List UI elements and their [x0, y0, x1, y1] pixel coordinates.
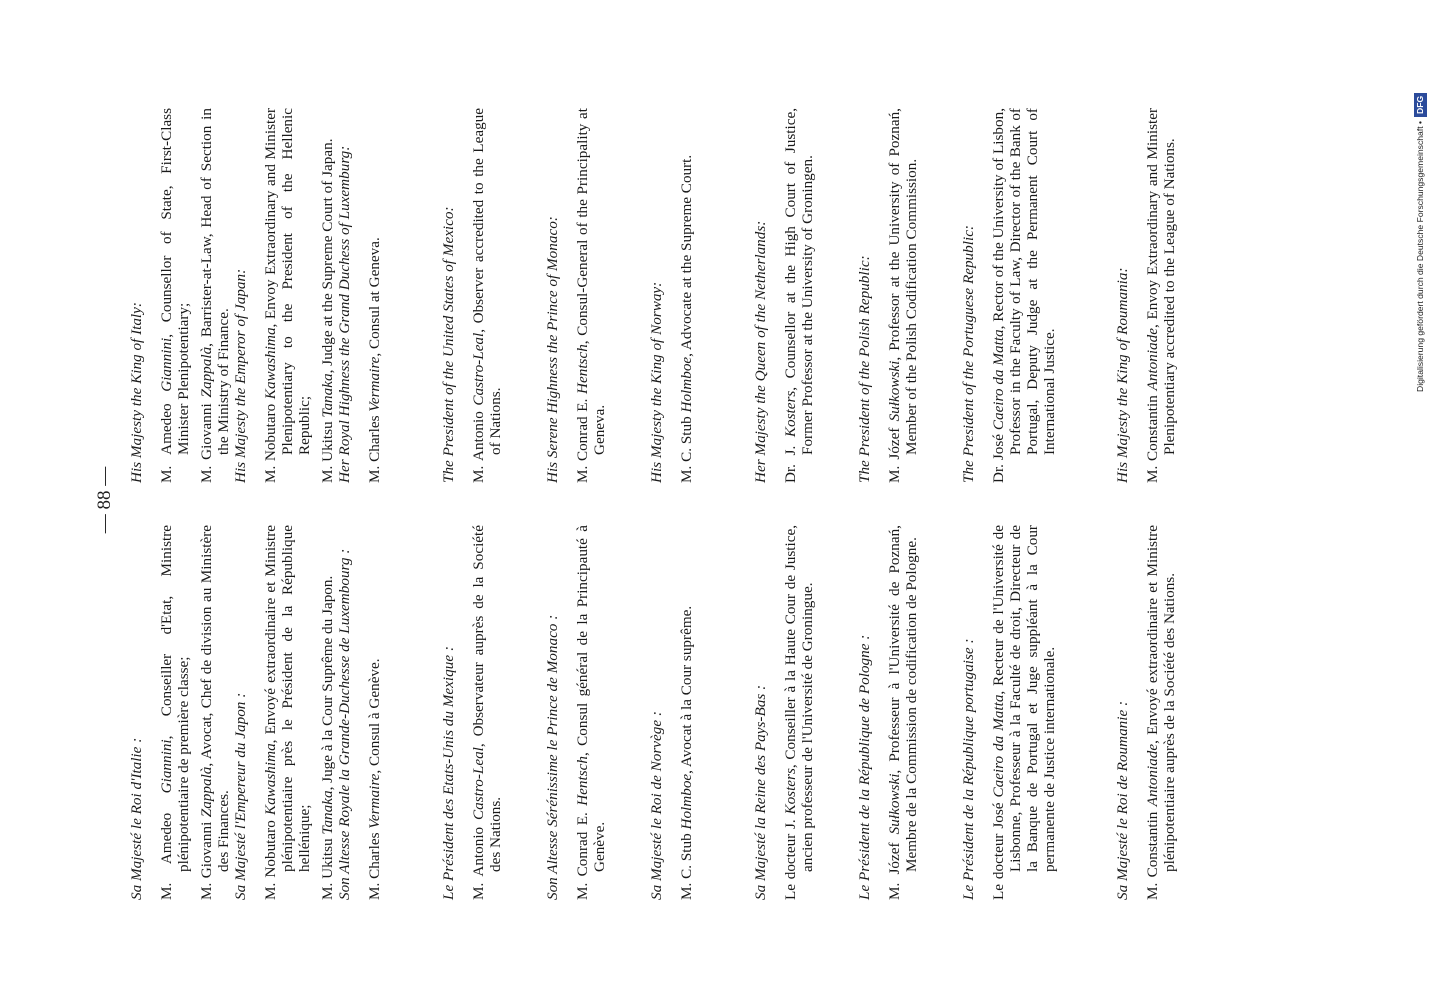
- delegate-name: Holmboe: [678, 356, 695, 413]
- delegation-heading: His Majesty the King of Italy:: [128, 302, 145, 483]
- delegate-entry: M. Nobutaro Kawashima, Envoy Extraordinary and Minister Plenipotentiary to the President of the Hellenic Republic;: [262, 107, 313, 483]
- delegate-name: Vermaire: [366, 773, 383, 829]
- delegate-entry: Le docteur José Caeiro da Matta, Recteur de l'Université de Lisbonne, Professeur à la Faculté de droit, Directeur de la Banque de Portugal et Juge suppléant à la Cour permanente de Justice internationale.: [990, 524, 1058, 900]
- delegation-heading: Her Royal Highness the Grand Duchess of Luxemburg:: [336, 145, 353, 483]
- delegation-block: [544, 525, 648, 900]
- delegation-block: [648, 525, 752, 900]
- delegation-heading: Son Altesse Sérénissime le Prince de Monaco :: [544, 614, 561, 900]
- delegate-name: Hentsch: [574, 756, 591, 806]
- delegation-heading: The President of the Polish Republic:: [856, 255, 873, 483]
- delegation-block: [648, 108, 752, 483]
- delegation-heading: Sa Majesté le Roi de Norvège :: [648, 711, 665, 900]
- delegate-name: Antoniade: [1144, 328, 1161, 391]
- delegate-name: Caeiro da Matta: [990, 329, 1007, 431]
- delegation-block: [336, 108, 440, 483]
- delegate-entry: M. C. Stub Holmboe, Advocate at the Supreme Court.: [678, 154, 695, 483]
- digitization-note: [1410, 12, 1430, 392]
- delegate-entry: M. Conrad E. Hentsch, Consul général de la Principauté à Genève.: [574, 525, 608, 900]
- delegation-heading: His Majesty the Emperor of Japan:: [232, 268, 249, 483]
- delegate-name: Vermaire: [366, 356, 383, 412]
- delegation-heading: Son Altesse Royale la Grande-Duchesse de Luxembourg :: [336, 548, 353, 900]
- delegate-name: Kawashima: [262, 743, 279, 816]
- delegate-name: Kosters: [782, 390, 799, 438]
- delegation-block: [856, 108, 960, 483]
- delegation-block: [960, 525, 1114, 900]
- dfg-logo: DFG: [1414, 93, 1427, 117]
- french-column: [128, 525, 1218, 900]
- delegation-heading: Le Président des Etats-Unis du Mexique :: [440, 646, 457, 900]
- delegate-entry: M. Giovanni Zappalà, Barrister-at-Law, Head of Section in the Ministry of Finance.: [198, 108, 232, 483]
- delegate-name: Castro-Leal: [470, 332, 487, 406]
- delegate-name: Zappalà: [198, 766, 215, 818]
- delegate-entry: M. Amedeo Giannini, Conseiller d'Etat, Ministre plénipotentiaire de première classe;: [158, 525, 192, 900]
- delegate-name: Tanaka: [319, 790, 336, 835]
- delegate-entry: M. Constantin Antoniade, Envoy Extraordinary and Minister Plenipotentiary accredited to the League of Nations.: [1144, 107, 1178, 483]
- delegate-entry: M. Charles Vermaire, Consul at Geneva.: [366, 237, 383, 483]
- delegate-entry: M. C. Stub Holmboe, Avocat à la Cour suprême.: [678, 605, 695, 900]
- rotated-text-area: [90, 100, 1420, 900]
- delegate-name: Hentsch: [574, 344, 591, 394]
- delegate-entry: M. Antonio Castro-Leal, Observer accredited to the League of Nations.: [470, 108, 504, 483]
- delegation-heading: His Serene Highness the Prince of Monaco:: [544, 216, 561, 483]
- delegation-block: [440, 108, 544, 483]
- delegate-entry: M. Antonio Castro-Leal, Observateur auprès de la Société des Nations.: [470, 525, 504, 900]
- delegate-entry: M. Conrad E. Hentsch, Consul-General of the Principality at Geneva.: [574, 108, 608, 483]
- delegate-entry: M. Józef Sułkowski, Professor at the University of Poznań, Member of the Polish Codification Commission.: [886, 108, 920, 483]
- delegation-heading: Le Président de la République de Pologne :: [856, 634, 873, 900]
- delegation-heading: His Majesty the King of Norway:: [648, 281, 665, 483]
- delegation-heading: The President of the Portuguese Republic:: [960, 225, 977, 483]
- delegation-block: [752, 525, 856, 900]
- delegate-name: Zappalà: [198, 346, 215, 398]
- delegate-name: Holmboe: [678, 773, 695, 830]
- delegation-heading: Her Majesty the Queen of the Netherlands:: [752, 220, 769, 483]
- delegate-name: Kosters: [782, 768, 799, 815]
- delegate-entry: M. Józef Sułkowski, Professeur à l'Université de Poznań, Membre de la Commission de codification de Pologne.: [886, 525, 920, 900]
- delegate-name: Kawashima: [262, 327, 279, 400]
- delegation-heading: Le Président de la République portugaise :: [960, 638, 977, 900]
- delegate-entry: M. Nobutaro Kawashima, Envoyé extraordinaire et Ministre plénipotentiaire près le Président de la République hellénique;: [262, 525, 313, 900]
- delegation-heading: Sa Majesté la Reine des Pays-Bas :: [752, 684, 769, 900]
- delegate-entry: M. Constantin Antoniade, Envoyé extraordinaire et Ministre plénipotentiaire auprès de la Société des Nations.: [1144, 525, 1178, 900]
- delegate-name: Giannini: [158, 739, 175, 794]
- delegation-block: [128, 108, 232, 483]
- delegate-entry: M. Ukitsu Tanaka, Judge at the Supreme Court of Japan.: [319, 138, 336, 483]
- delegation-block: [752, 108, 856, 483]
- delegate-name: Giannini: [158, 337, 175, 392]
- delegation-heading: Sa Majesté l'Empereur du Japon :: [232, 692, 249, 900]
- delegation-block: [232, 108, 336, 483]
- delegate-entry: Dr. J. Kosters, Counsellor at the High Court of Justice, Former Professor at the University of Groningen.: [782, 108, 816, 483]
- delegate-entry: M. Amedeo Giannini, Counsellor of State, First-Class Minister Plenipotentiary;: [158, 108, 192, 483]
- delegate-name: Antoniade: [1144, 743, 1161, 807]
- delegation-block: [232, 525, 336, 900]
- delegation-block: [1114, 108, 1218, 483]
- digitization-text: Digitalisierung gefördert durch die Deutsche Forschungsgemeinschaft •: [1415, 121, 1425, 392]
- delegation-heading: The President of the United States of Mexico:: [440, 206, 457, 483]
- delegate-entry: M. Ukitsu Tanaka, Juge à la Cour Suprême du Japon.: [319, 575, 336, 900]
- delegation-heading: Sa Majesté le Roi d'Italie :: [128, 737, 145, 900]
- delegate-name: Tanaka: [319, 373, 336, 418]
- english-column: [128, 108, 1218, 483]
- delegation-block: [1114, 525, 1218, 900]
- delegate-entry: M. Giovanni Zappalà, Avocat, Chef de division au Ministère des Finances.: [198, 525, 232, 900]
- page-number: — 88 —: [94, 466, 115, 534]
- delegate-name: Sułkowski: [886, 360, 903, 422]
- delegation-block: [960, 108, 1114, 483]
- delegate-entry: Le docteur J. Kosters, Conseiller à la Haute Cour de Justice, ancien professeur de l'Université de Groningue.: [782, 524, 816, 900]
- delegation-block: [336, 525, 440, 900]
- delegate-name: Castro-Leal: [470, 747, 487, 820]
- delegation-block: [856, 525, 960, 900]
- delegate-entry: M. Charles Vermaire, Consul à Genève.: [366, 658, 383, 900]
- delegation-heading: Sa Majesté le Roi de Roumanie :: [1114, 700, 1131, 900]
- delegation-block: [440, 525, 544, 900]
- delegation-heading: His Majesty the King of Roumania:: [1114, 267, 1131, 483]
- delegate-entry: Dr. José Caeiro da Matta, Rector of the University of Lisbon, Professor in the Faculty of Law, Director of the Bank of Portugal, Deputy Judge at the Permanent Court of International Justice.: [990, 108, 1058, 483]
- delegate-name: Caeiro da Matta: [990, 694, 1007, 798]
- delegate-name: Sułkowski: [886, 773, 903, 835]
- delegation-block: [128, 525, 232, 900]
- delegation-block: [544, 108, 648, 483]
